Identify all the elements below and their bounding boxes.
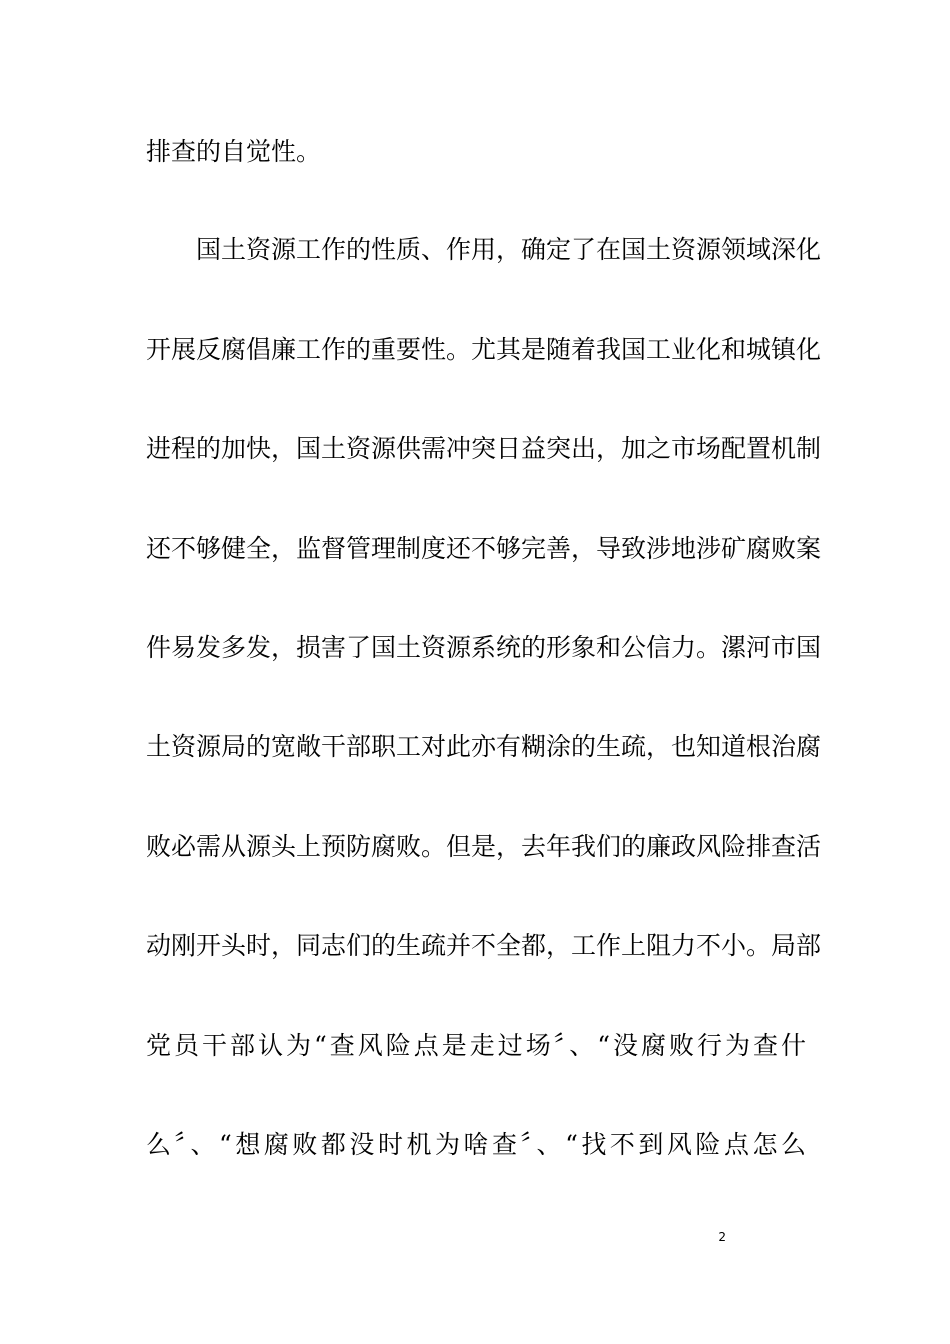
- text-line-11: 么〞、“想腐败都没时机为啥查〞、“找不到风险点怎么: [146, 1130, 806, 1159]
- text-line-5: 还不够健全，监督管理制度还不够完善，导致涉地涉矿腐败案: [146, 534, 822, 563]
- text-line-2-paragraph-start: 国土资源工作的性质、作用，确定了在国土资源领域深化: [196, 235, 822, 264]
- text-line-6: 件易发多发，损害了国土资源系统的形象和公信力。漯河市国: [146, 633, 822, 662]
- text-line-7: 土资源局的宽敞干部职工对此亦有糊涂的生疏，也知道根治腐: [146, 732, 822, 761]
- text-line-10: 党员干部认为“查风险点是走过场〞、“没腐败行为查什: [146, 1031, 806, 1060]
- text-line-9: 动刚开头时，同志们的生疏并不全都，工作上阻力不小。局部: [146, 931, 822, 960]
- page-number: 2: [718, 1230, 726, 1244]
- text-line-4: 进程的加快，国土资源供需冲突日益突出，加之市场配置机制: [146, 434, 822, 463]
- text-line-1: 排查的自觉性。: [146, 137, 322, 166]
- text-line-8: 败必需从源头上预防腐败。但是，去年我们的廉政风险排查活: [146, 832, 822, 861]
- text-line-3: 开展反腐倡廉工作的重要性。尤其是随着我国工业化和城镇化: [146, 335, 822, 364]
